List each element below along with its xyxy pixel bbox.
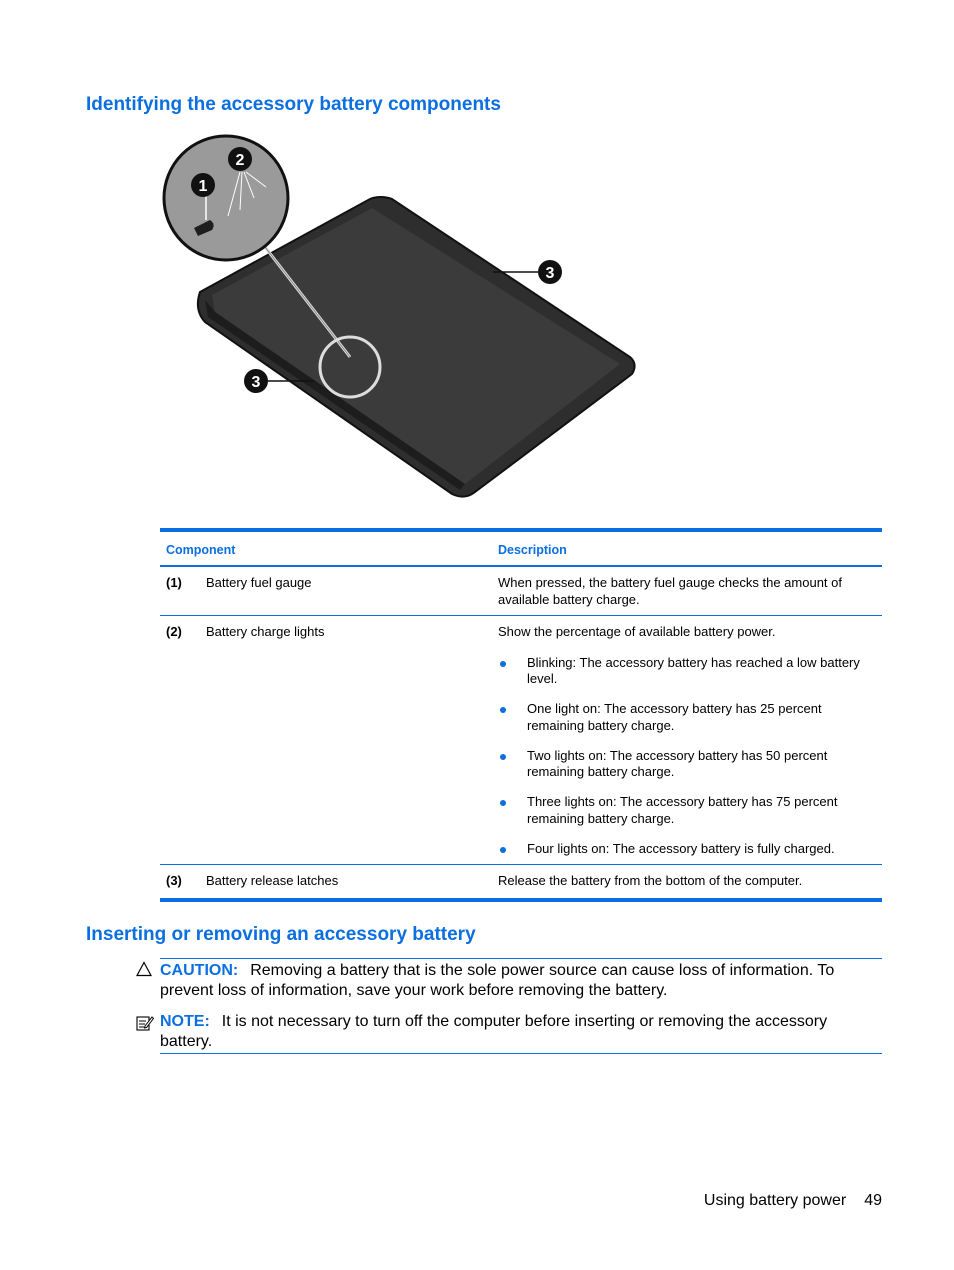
note-label: NOTE: [160, 1013, 210, 1030]
list-item-text: Three lights on: The accessory battery has 75 percent remaining battery charge. [527, 794, 838, 826]
list-item-text: One light on: The accessory battery has 25 percent remaining battery charge. [527, 701, 822, 733]
callout-3-left-label: 3 [251, 374, 261, 391]
row-component: Battery release latches [206, 873, 339, 888]
accessory-battery-illustration [160, 132, 640, 504]
row-component: Battery charge lights [200, 616, 492, 865]
list-item [498, 748, 876, 781]
section-heading-insert: Inserting or removing an accessory battery [86, 924, 476, 945]
section-heading-identify: Identifying the accessory battery components [86, 94, 501, 115]
footer-section-title: Using battery power [703, 1192, 847, 1209]
components-table [160, 528, 882, 902]
page-number: 49 [864, 1192, 882, 1209]
bullet-icon [500, 707, 506, 713]
note-pencil-icon [136, 1014, 154, 1032]
bullet-icon [500, 847, 506, 853]
list-item-text: Two lights on: The accessory battery has 50 percent remaining battery charge. [527, 747, 828, 779]
zoom-inset [164, 136, 288, 260]
row-number: (2) [160, 616, 200, 865]
list-item [498, 655, 876, 688]
note-notice [160, 1012, 882, 1054]
row-number: (1) [160, 566, 200, 616]
bullet-icon [500, 754, 506, 760]
callout-3-top-label: 3 [545, 265, 555, 282]
table-header-row [160, 530, 882, 566]
bullet-icon [500, 800, 506, 806]
page-footer [704, 1192, 882, 1210]
caution-text: Removing a battery that is the sole power source can cause loss of information. To prevent loss of information, save your work before removing the battery. [160, 962, 835, 999]
caution-label: CAUTION: [160, 962, 239, 979]
list-item [498, 794, 876, 827]
header-component: Component [160, 530, 492, 566]
callout-1-label: 1 [198, 178, 208, 195]
row-component: Battery fuel gauge [200, 566, 492, 616]
table-row [160, 566, 882, 616]
caution-triangle-icon [136, 961, 152, 977]
table-row [160, 616, 882, 865]
header-description: Description [492, 530, 882, 566]
row-description: Release the battery from the bottom of the computer. [498, 873, 803, 888]
callout-2-label: 2 [235, 152, 245, 169]
list-item-text: Four lights on: The accessory battery is fully charged. [527, 840, 835, 856]
charge-lights-list [498, 655, 876, 858]
row-description-cell [492, 616, 882, 865]
caution-notice [160, 958, 882, 1000]
note-text: It is not necessary to turn off the computer before inserting or removing the accessory battery. [160, 1013, 828, 1050]
table-row [160, 865, 882, 900]
bullet-icon [500, 661, 506, 667]
list-item [498, 841, 876, 858]
row-description: When pressed, the battery fuel gauge checks the amount of available battery charge. [492, 566, 882, 616]
row-number: (3) [166, 873, 182, 888]
callout-2 [228, 147, 252, 171]
row-description: Show the percentage of available battery power. [498, 624, 776, 639]
list-item-text: Blinking: The accessory battery has reached a low battery level. [527, 654, 860, 686]
list-item [498, 701, 876, 734]
callout-1 [191, 173, 215, 197]
